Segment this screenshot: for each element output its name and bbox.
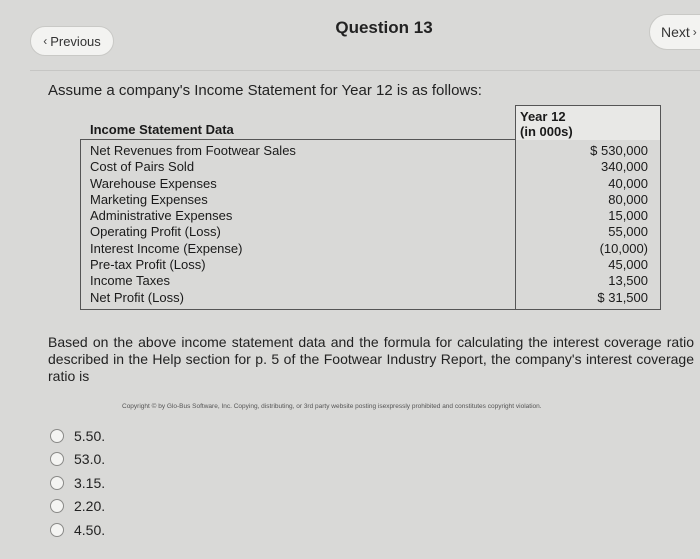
column-header-units: (in 000s) xyxy=(520,124,573,139)
chevron-right-icon: › xyxy=(692,25,697,39)
header xyxy=(0,0,700,70)
table-header-label: Income Statement Data xyxy=(90,122,234,137)
answer-option[interactable] xyxy=(50,448,105,472)
row-value: 15,000 xyxy=(608,208,648,224)
table-header xyxy=(80,105,661,140)
row-label: Net Profit (Loss) xyxy=(90,289,184,305)
row-value: 340,000 xyxy=(601,159,648,175)
option-label: 4.50. xyxy=(74,521,106,538)
option-label: 2.20. xyxy=(74,498,106,515)
row-label: Warehouse Expenses xyxy=(90,175,217,191)
row-label: Operating Profit (Loss) xyxy=(90,224,221,240)
column-header xyxy=(515,105,661,140)
row-label: Cost of Pairs Sold xyxy=(90,159,195,175)
intro-text: Assume a company's Income Statement for Year 12 is as follows: xyxy=(48,82,482,99)
radio-button[interactable] xyxy=(50,452,64,466)
row-label: Interest Income (Expense) xyxy=(90,240,243,256)
answer-options xyxy=(50,424,105,542)
row-values xyxy=(515,140,661,309)
row-value: 13,500 xyxy=(608,273,648,289)
copyright-notice: Copyright © by Glo-Bus Software, Inc. Copying, distributing, or 3rd party website posting isexpressly prohibited and constitutes copyright violation. xyxy=(122,403,542,410)
row-labels xyxy=(80,140,515,309)
answer-option[interactable] xyxy=(50,424,105,448)
answer-option[interactable] xyxy=(50,518,105,542)
table-body xyxy=(80,140,661,310)
row-label: Administrative Expenses xyxy=(90,208,233,224)
answer-option[interactable] xyxy=(50,471,105,495)
chevron-left-icon: ‹ xyxy=(43,34,48,48)
radio-button[interactable] xyxy=(50,476,64,490)
radio-button[interactable] xyxy=(50,523,64,537)
row-value: (10,000) xyxy=(599,240,648,256)
row-label: Marketing Expenses xyxy=(90,191,208,207)
row-value: 80,000 xyxy=(608,191,648,207)
income-statement-table xyxy=(80,105,661,310)
previous-label: Previous xyxy=(50,33,101,49)
header-divider xyxy=(30,70,700,71)
answer-option[interactable] xyxy=(50,495,105,519)
question-title: Question 13 xyxy=(335,18,433,37)
question-text: Based on the above income statement data and the formula for calculating the interest coverage ratio described in the Help section for p. 5 of the Footwear Industry Report, the company's interest coverage ratio is xyxy=(48,334,694,384)
next-button[interactable] xyxy=(649,14,700,50)
row-label: Income Taxes xyxy=(90,273,170,289)
column-header-year: Year 12 xyxy=(520,109,566,124)
row-value: 55,000 xyxy=(608,224,648,240)
option-label: 53.0. xyxy=(74,451,106,468)
row-value: $ 530,000 xyxy=(590,143,648,158)
row-value: 40,000 xyxy=(608,175,648,191)
row-value: 45,000 xyxy=(608,257,648,273)
row-value: $ 31,500 xyxy=(597,289,648,305)
option-label: 5.50. xyxy=(74,427,106,444)
option-label: 3.15. xyxy=(74,474,106,491)
row-label: Pre-tax Profit (Loss) xyxy=(90,257,206,273)
radio-button[interactable] xyxy=(50,429,64,443)
next-label: Next xyxy=(661,24,690,40)
row-label: Net Revenues from Footwear Sales xyxy=(90,143,296,158)
radio-button[interactable] xyxy=(50,499,64,513)
